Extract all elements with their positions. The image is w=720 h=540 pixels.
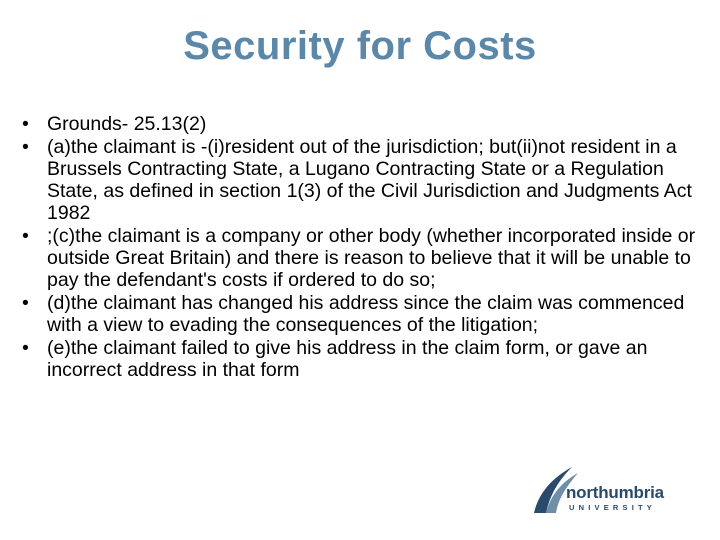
list-item xyxy=(22,292,702,336)
list-item xyxy=(22,136,702,224)
bullet-text: ;(c)the claimant is a company or other body (whether incorporated inside or outside Great Britain) and there is reason to believe that it will be unable to pay the defendant's costs if ordered to do so; xyxy=(47,225,696,291)
bullet-text: (a)the claimant is -(i)resident out of the jurisdiction; but(ii)not resident in a Brussels Contracting State, a Lugano Contracting State or a Regulation State, as defined in section 1(3) of the Civil Jurisdiction and Judgments Act 1982 xyxy=(47,136,692,224)
bullet-icon: • xyxy=(22,113,29,135)
list-item xyxy=(22,113,702,135)
bullet-list xyxy=(22,113,702,382)
bullet-text: Grounds- 25.13(2) xyxy=(47,113,207,135)
bullet-text: (d)the claimant has changed his address since the claim was commenced with a view to evading the consequences of the litigation; xyxy=(47,292,685,336)
logo-wordmark: northumbria xyxy=(566,483,664,502)
bullet-icon: • xyxy=(22,292,29,314)
bullet-icon: • xyxy=(22,225,29,247)
list-item xyxy=(22,337,702,381)
list-item xyxy=(22,225,702,291)
bullet-text: (e)the claimant failed to give his address in the claim form, or gave an incorrect address in that form xyxy=(47,337,648,381)
northumbria-logo xyxy=(528,459,678,517)
bullet-icon: • xyxy=(22,136,29,158)
logo-subtitle: UNIVERSITY xyxy=(569,503,657,512)
bullet-icon: • xyxy=(22,337,29,359)
slide-title: Security for Costs xyxy=(183,24,537,68)
